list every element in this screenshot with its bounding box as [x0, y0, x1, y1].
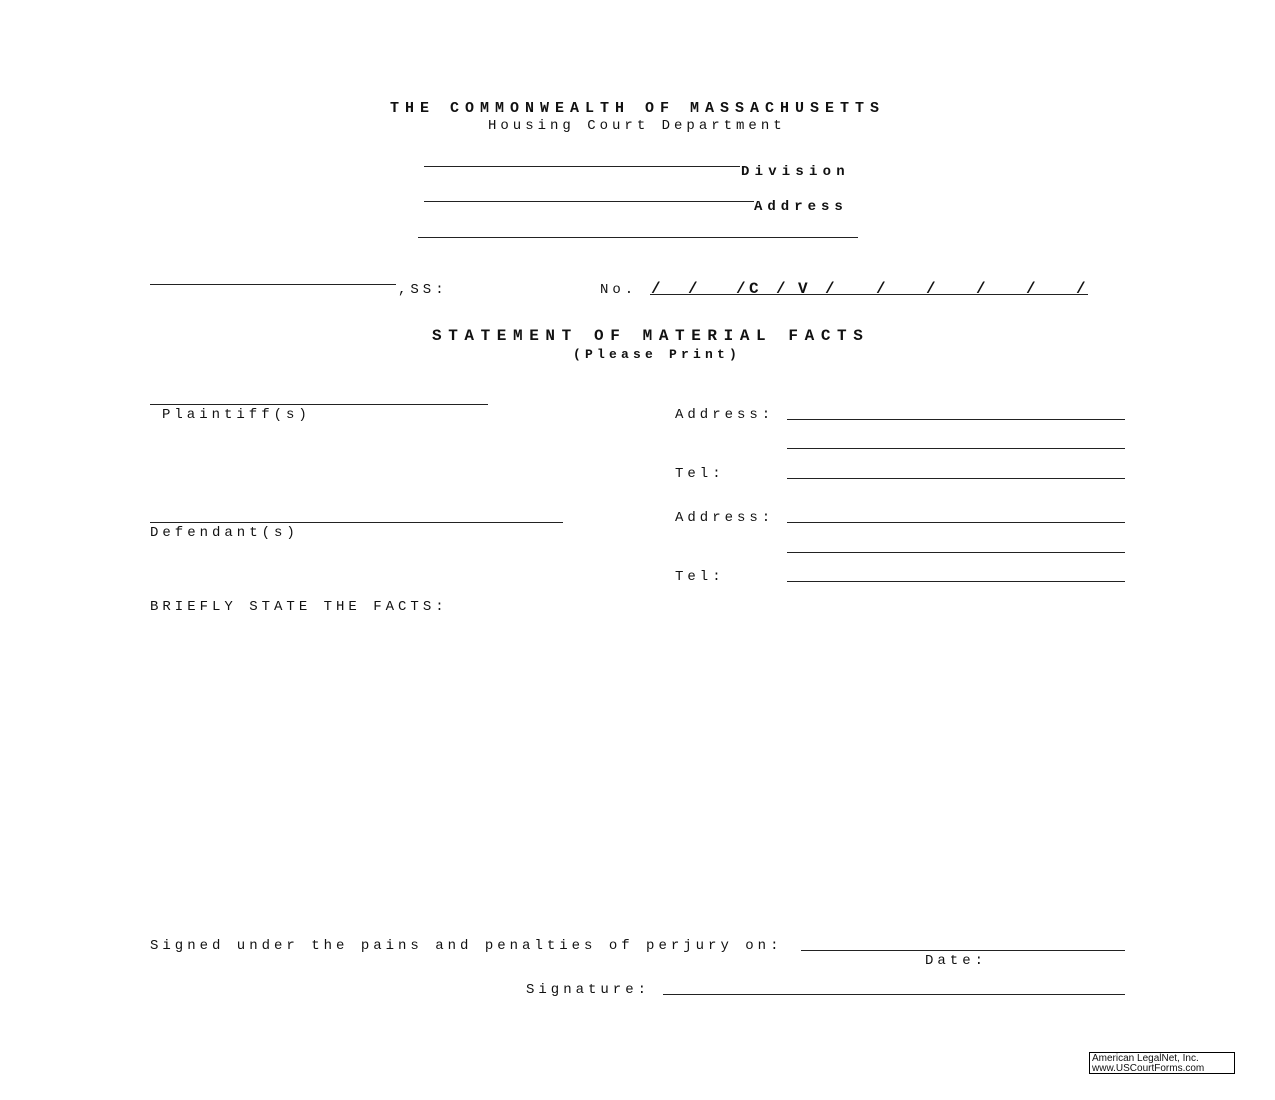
docket-slash: /: [976, 280, 986, 298]
docket-slash: /: [876, 280, 886, 298]
date-label: Date:: [925, 953, 988, 969]
docket-slash: /: [736, 280, 746, 298]
division-field[interactable]: [424, 166, 740, 167]
plaintiff-address-field[interactable]: [787, 419, 1125, 420]
court-address-field-2[interactable]: [418, 237, 858, 238]
division-label: Division: [741, 164, 850, 180]
docket-slash: /: [825, 280, 835, 298]
county-field[interactable]: [150, 284, 396, 285]
court-title: THE COMMONWEALTH OF MASSACHUSETTS: [390, 100, 886, 117]
defendant-tel-label: Tel:: [675, 569, 725, 585]
plaintiff-field[interactable]: [150, 404, 488, 405]
defendant-tel-field[interactable]: [787, 581, 1125, 582]
defendant-label: Defendant(s): [150, 525, 299, 541]
defendant-field[interactable]: [150, 522, 563, 523]
facts-label: BRIEFLY STATE THE FACTS:: [150, 599, 448, 615]
perjury-statement: Signed under the pains and penalties of perjury on:: [150, 938, 783, 954]
plaintiff-label: Plaintiff(s): [162, 407, 311, 423]
signature-field[interactable]: [663, 994, 1125, 995]
docket-c: C: [749, 280, 759, 298]
docket-slash: /: [651, 280, 661, 298]
court-address-field[interactable]: [424, 201, 754, 202]
defendant-address-label: Address:: [675, 510, 775, 526]
docket-slash: /: [926, 280, 936, 298]
facts-text-area[interactable]: [150, 620, 1125, 920]
plaintiff-address-label: Address:: [675, 407, 775, 423]
american-legalnet-logo: [1089, 1052, 1235, 1074]
court-address-label: Address: [754, 199, 848, 215]
date-field[interactable]: [801, 950, 1125, 951]
plaintiff-tel-field[interactable]: [787, 478, 1125, 479]
county-ss-label: ,SS:: [398, 282, 448, 298]
form-title: STATEMENT OF MATERIAL FACTS: [432, 327, 870, 345]
defendant-address-field[interactable]: [787, 522, 1125, 523]
logo-line-1: American LegalNet, Inc.: [1092, 1053, 1199, 1064]
signature-label: Signature:: [526, 982, 651, 998]
docket-no-label: No.: [600, 282, 638, 298]
plaintiff-tel-label: Tel:: [675, 466, 725, 482]
docket-slash: /: [1076, 280, 1086, 298]
docket-slash: /: [776, 280, 786, 298]
docket-number-field[interactable]: [650, 294, 1088, 295]
plaintiff-address-field-2[interactable]: [787, 448, 1125, 449]
logo-line-2: www.USCourtForms.com: [1092, 1063, 1205, 1074]
form-subtitle: (Please Print): [573, 347, 742, 362]
docket-slash: /: [688, 280, 698, 298]
docket-v: V: [798, 280, 808, 298]
court-department: Housing Court Department: [488, 118, 786, 134]
defendant-address-field-2[interactable]: [787, 552, 1125, 553]
docket-slash: /: [1026, 280, 1036, 298]
